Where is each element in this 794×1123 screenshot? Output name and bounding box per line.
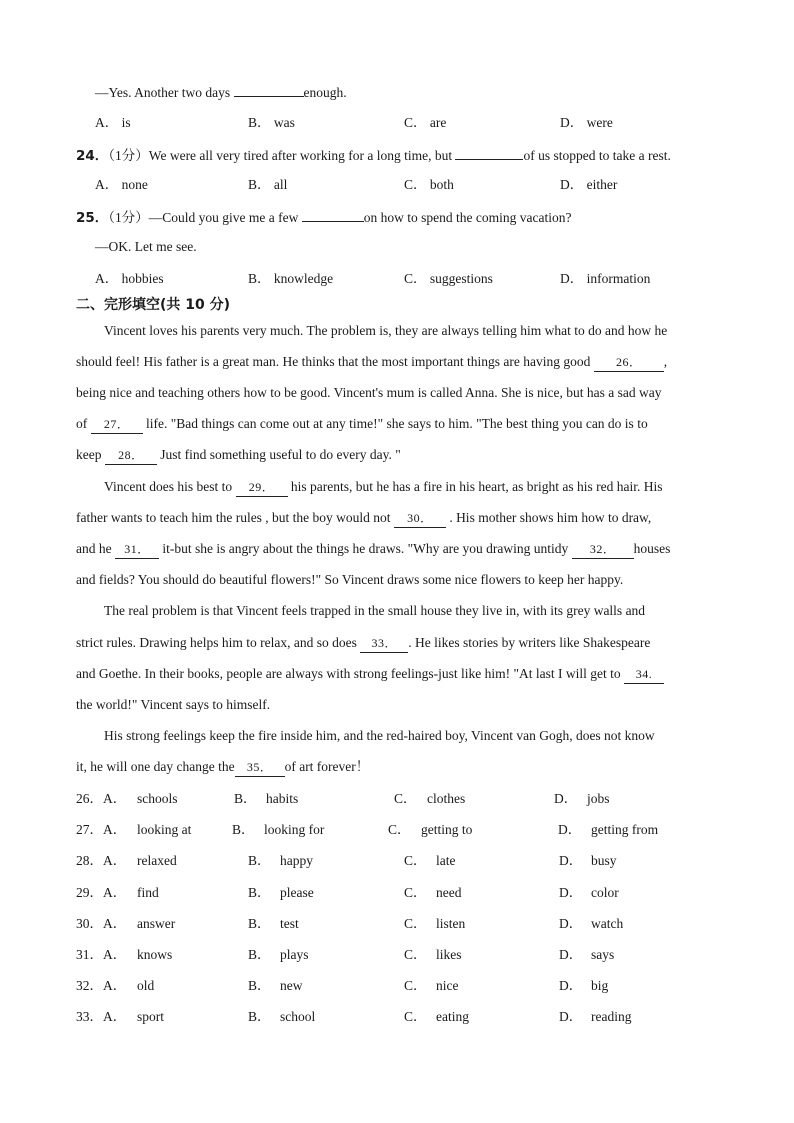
choice-option-d[interactable]: busy: [591, 853, 617, 868]
choice-letter-b: B．: [232, 822, 255, 837]
cloze-blank-31[interactable]: 31．: [115, 540, 159, 559]
choice-letter-c: C．: [404, 947, 427, 962]
q23-option-a[interactable]: A． is: [95, 115, 131, 130]
choice-letter-b: B．: [234, 791, 257, 806]
q25-option-a[interactable]: A． hobbies: [95, 271, 164, 286]
choice-option-c[interactable]: need: [436, 885, 462, 900]
choice-number: 29．A．: [76, 885, 127, 900]
choice-number: 33．A．: [76, 1009, 127, 1024]
choice-number: 28．A．: [76, 853, 127, 868]
choice-option-c[interactable]: likes: [436, 947, 462, 962]
choice-letter-b: B．: [248, 1009, 271, 1024]
choice-number: 32．A．: [76, 978, 127, 993]
choice-letter-c: C．: [404, 916, 427, 931]
choice-option-a[interactable]: old: [137, 978, 155, 993]
choice-letter-c: C．: [388, 822, 411, 837]
choice-option-b[interactable]: test: [280, 916, 299, 931]
choice-option-d[interactable]: getting from: [591, 822, 659, 837]
answer-blank: [234, 82, 304, 97]
choice-option-a[interactable]: knows: [137, 947, 173, 962]
passage-line: the world!" Vincent says to himself.: [76, 697, 271, 712]
choice-option-c[interactable]: nice: [436, 978, 459, 993]
q24-option-b[interactable]: B． all: [248, 177, 288, 192]
passage-line: strict rules. Drawing helps him to relax, and so does 33． . He likes stories by writers like Shakespeare: [76, 634, 650, 653]
q25-stem: 25．（1分）—Could you give me a few on how to spend the coming vacation?: [76, 207, 571, 227]
choice-option-b[interactable]: habits: [266, 791, 299, 806]
q23-option-c[interactable]: C． are: [404, 115, 447, 130]
passage-line: The real problem is that Vincent feels trapped in the small house they live in, with its grey walls and: [104, 603, 646, 618]
choice-option-b[interactable]: happy: [280, 853, 313, 868]
cloze-blank-35[interactable]: 35．: [235, 758, 285, 777]
choice-option-c[interactable]: listen: [436, 916, 466, 931]
cloze-blank-27[interactable]: 27．: [91, 415, 143, 434]
passage-line: and he 31． it-but she is angry about the things he draws. "Why are you drawing untidy 32． houses: [76, 540, 670, 559]
choice-option-d[interactable]: reading: [591, 1009, 632, 1024]
choice-option-a[interactable]: relaxed: [137, 853, 177, 868]
passage-line: Vincent loves his parents very much. The problem is, they are always telling him what to do and how he: [104, 323, 668, 338]
passage-line: and Goethe. In their books, people are always with strong feelings-just like him! "At last I will get to 34.: [76, 665, 664, 684]
choice-option-b[interactable]: plays: [280, 947, 309, 962]
choice-letter-b: B．: [248, 916, 271, 931]
choice-letter-d: D．: [559, 947, 583, 962]
q23-option-d[interactable]: D． were: [560, 115, 613, 130]
cloze-blank-32[interactable]: 32．: [572, 540, 634, 559]
choice-option-a[interactable]: answer: [137, 916, 176, 931]
passage-line: keep 28． Just find something useful to do every day. ": [76, 446, 401, 465]
choice-option-c[interactable]: clothes: [427, 791, 466, 806]
cloze-blank-28[interactable]: 28．: [105, 446, 157, 465]
choice-option-c[interactable]: late: [436, 853, 456, 868]
cloze-blank-30[interactable]: 30．: [394, 509, 446, 528]
q23-reply: —Yes. Another two days enough.: [95, 82, 347, 102]
choice-number: 26．A．: [76, 791, 127, 806]
choice-option-b[interactable]: new: [280, 978, 303, 993]
passage-line: it, he will one day change the 35． of art forever！: [76, 758, 369, 777]
choice-option-a[interactable]: find: [137, 885, 159, 900]
choice-letter-c: C．: [404, 1009, 427, 1024]
passage-line: being nice and teaching others how to be good. Vincent's mum is called Anna. She is nice, but has a sad way: [76, 385, 662, 400]
choice-option-c[interactable]: eating: [436, 1009, 469, 1024]
q25-option-b[interactable]: B． knowledge: [248, 271, 334, 286]
cloze-blank-34[interactable]: 34.: [624, 665, 664, 684]
choice-option-b[interactable]: please: [280, 885, 314, 900]
choice-letter-d: D．: [558, 822, 582, 837]
choice-letter-b: B．: [248, 978, 271, 993]
q25-option-d[interactable]: D． information: [560, 271, 651, 286]
choice-option-b[interactable]: school: [280, 1009, 316, 1024]
passage-line: Vincent does his best to 29． his parents, but he has a fire in his heart, as bright as his red hair. His: [104, 478, 662, 497]
choice-letter-d: D．: [559, 1009, 583, 1024]
choice-letter-d: D．: [554, 791, 578, 806]
choice-letter-c: C．: [404, 853, 427, 868]
choice-option-b[interactable]: looking for: [264, 822, 325, 837]
choice-option-d[interactable]: color: [591, 885, 619, 900]
choice-letter-b: B．: [248, 947, 271, 962]
choice-letter-c: C．: [404, 885, 427, 900]
q25-option-c[interactable]: C． suggestions: [404, 271, 493, 286]
q25-reply: —OK. Let me see.: [95, 239, 197, 254]
choice-letter-d: D．: [559, 916, 583, 931]
passage-line: of 27． life. "Bad things can come out at any time!" she says to him. "The best thing you can do is to: [76, 415, 648, 434]
choice-option-d[interactable]: big: [591, 978, 609, 993]
passage-line: should feel! His father is a great man. He thinks that the most important things are having good 26． ,: [76, 353, 667, 372]
choice-option-a[interactable]: looking at: [137, 822, 192, 837]
choice-letter-c: C．: [404, 978, 427, 993]
passage-line: and fields? You should do beautiful flowers!" So Vincent draws some nice flowers to keep her happy.: [76, 572, 624, 587]
choice-option-d[interactable]: watch: [591, 916, 624, 931]
choice-option-d[interactable]: says: [591, 947, 615, 962]
q23-option-b[interactable]: B． was: [248, 115, 295, 130]
choice-number: 31．A．: [76, 947, 127, 962]
choice-letter-c: C．: [394, 791, 417, 806]
q24-option-c[interactable]: C． both: [404, 177, 454, 192]
choice-letter-d: D．: [559, 978, 583, 993]
cloze-blank-26[interactable]: 26．: [594, 353, 664, 372]
passage-line: His strong feelings keep the fire inside him, and the red-haired boy, Vincent van Gogh, does not know: [104, 728, 655, 743]
choice-number: 30．A．: [76, 916, 127, 931]
choice-option-c[interactable]: getting to: [421, 822, 473, 837]
q24-option-d[interactable]: D． either: [560, 177, 618, 192]
choice-letter-d: D．: [559, 885, 583, 900]
choice-letter-b: B．: [248, 853, 271, 868]
q24-option-a[interactable]: A． none: [95, 177, 148, 192]
answer-blank: [455, 145, 523, 160]
cloze-blank-33[interactable]: 33．: [360, 634, 408, 653]
answer-blank: [302, 207, 364, 222]
passage-line: father wants to teach him the rules , but the boy would not 30． . His mother shows him how to draw,: [76, 509, 651, 528]
choice-letter-d: D．: [559, 853, 583, 868]
choice-option-a[interactable]: schools: [137, 791, 178, 806]
q24-stem: 24．（1分）We were all very tired after working for a long time, but of us stopped to take a rest.: [76, 145, 671, 165]
cloze-blank-29[interactable]: 29．: [236, 478, 288, 497]
choice-letter-b: B．: [248, 885, 271, 900]
choice-option-a[interactable]: sport: [137, 1009, 164, 1024]
section-title: 二、完形填空(共 10 分): [76, 297, 231, 313]
choice-option-d[interactable]: jobs: [587, 791, 610, 806]
choice-number: 27．A．: [76, 822, 127, 837]
